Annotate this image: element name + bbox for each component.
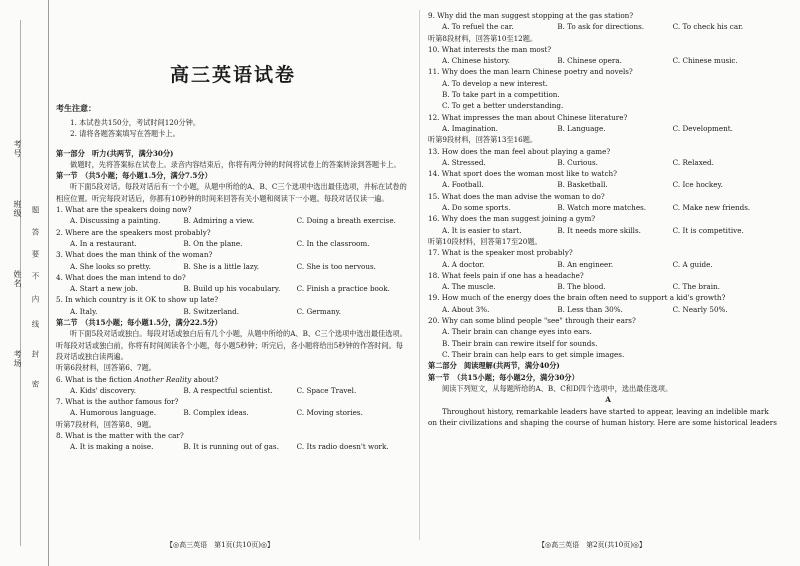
passage-letter: A bbox=[605, 395, 611, 405]
seal-mark: 线 bbox=[31, 320, 40, 328]
option-c[interactable]: C. Chinese music. bbox=[672, 56, 738, 66]
question-6-tail: about? bbox=[193, 374, 219, 384]
option-b[interactable]: B. Their brain can rewire itself for sounds. bbox=[442, 338, 598, 348]
question-15: 15. What does the man advise the woman to do? bbox=[428, 191, 605, 201]
option-a[interactable]: A. Chinese history. bbox=[442, 56, 510, 66]
option-b[interactable]: B. On the plane. bbox=[183, 238, 243, 248]
question-8: 8. What is the matter with the car? bbox=[56, 431, 184, 441]
seal-mark: 题 bbox=[31, 206, 40, 214]
question-2-options bbox=[56, 238, 410, 249]
option-a[interactable]: A. Do some sports. bbox=[442, 203, 511, 213]
page-title: 高三英语试卷 bbox=[169, 64, 296, 86]
option-a[interactable]: A. A doctor. bbox=[442, 259, 485, 269]
option-b[interactable]: B. Language. bbox=[557, 123, 606, 133]
option-a[interactable]: A. It is making a noise. bbox=[70, 442, 154, 452]
option-b[interactable]: B. It is running out of gas. bbox=[183, 442, 279, 452]
part1-intro: 做题时，先将答案标在试卷上。录音内容结束后，你将有两分钟的时间将试卷上的答案转涂到答题卡上。 bbox=[70, 159, 401, 169]
seal-mark: 内 bbox=[31, 295, 40, 303]
question-12: 12. What impresses the man about Chinese literature? bbox=[428, 112, 628, 122]
question-15-options bbox=[428, 202, 788, 213]
option-c[interactable]: C. Make new friends. bbox=[672, 203, 751, 213]
seal-mark: 不 bbox=[31, 272, 40, 280]
option-c[interactable]: C. She is too nervous. bbox=[296, 261, 376, 271]
option-c[interactable]: C. Moving stories. bbox=[296, 408, 363, 418]
question-13-options bbox=[428, 157, 788, 168]
question-1-options bbox=[56, 215, 410, 226]
question-19-options bbox=[428, 304, 788, 315]
option-a[interactable]: A. Imagination. bbox=[442, 123, 498, 133]
option-b[interactable]: B. Complex ideas. bbox=[183, 408, 249, 418]
option-b[interactable]: B. Build up his vocabulary. bbox=[183, 284, 281, 294]
option-b[interactable]: B. Less than 30%. bbox=[557, 304, 623, 314]
option-c[interactable]: C. Relaxed. bbox=[672, 157, 714, 167]
question-17: 17. What is the speaker most probably? bbox=[428, 248, 573, 258]
section1-heading: 第一节 （共5小题；每小题1.5分，满分7.5分） bbox=[56, 171, 212, 181]
seal-mark: 答 bbox=[31, 228, 40, 236]
seal-mark: 封 bbox=[31, 350, 40, 358]
section1-intro: 听下面5段对话。每段对话后有一个小题，从题中所给的A、B、C三个选项中选出最佳选项，并标在试卷的相应位置。听完每段对话后，你都有10秒钟的时间来回答有关小题和阅读下一小题。每段对话仅读一遍。 bbox=[56, 182, 407, 203]
option-c[interactable]: C. Doing a breath exercise. bbox=[296, 216, 396, 226]
question-6-text: 6. What is the fiction bbox=[56, 374, 132, 384]
material-9-note: 听第9段材料，回答第13至16题。 bbox=[428, 135, 538, 145]
option-a[interactable]: A. Start a new job. bbox=[70, 284, 138, 294]
option-a[interactable]: A. The muscle. bbox=[442, 282, 496, 292]
option-c[interactable]: C. To check his car. bbox=[672, 22, 744, 32]
option-a[interactable]: A. In a restaurant. bbox=[70, 238, 137, 248]
part2-section1-heading: 第一节 （共15小题；每小题2分，满分30分） bbox=[428, 372, 579, 382]
option-b[interactable]: B. Curious. bbox=[557, 157, 598, 167]
question-16: 16. Why does the man suggest joining a gym? bbox=[428, 214, 596, 224]
binding-label-room: 考场 bbox=[13, 350, 22, 368]
option-a[interactable]: A. Stressed. bbox=[442, 157, 486, 167]
option-a[interactable]: A. To refuel the car. bbox=[442, 22, 514, 32]
question-10-options bbox=[428, 55, 788, 66]
option-a[interactable]: A. Their brain can change eyes into ears. bbox=[442, 327, 592, 337]
question-12-options bbox=[428, 123, 788, 134]
question-6-options bbox=[56, 385, 410, 396]
question-8-options bbox=[56, 441, 410, 452]
option-a[interactable]: A. Italy. bbox=[70, 306, 98, 316]
seal-mark: 要 bbox=[31, 250, 40, 258]
option-a[interactable]: A. Football. bbox=[442, 180, 484, 190]
binding-label-class: 班级 bbox=[13, 200, 22, 218]
question-19: 19. How much of the energy does the brain often need to support a kid's growth? bbox=[428, 293, 726, 303]
question-18-options bbox=[428, 281, 788, 292]
question-2: 2. Where are the speakers most probably? bbox=[56, 227, 211, 237]
option-a[interactable]: A. Kids' discovery. bbox=[70, 385, 137, 395]
question-20: 20. Why can some blind people "see" through their ears? bbox=[428, 316, 636, 326]
option-a[interactable]: A. It is easier to start. bbox=[442, 225, 522, 235]
material-10-note: 听第10段材料，回答第17至20题。 bbox=[428, 236, 542, 246]
question-7: 7. What is the author famous for? bbox=[56, 397, 179, 407]
section2-intro: 听下面5段对话或独白。每段对话或独白后有几个小题，从题中所给的A、B、C三个选项中选出最佳选项。听每段对话或独白前，你将有时间阅读各个小题，每小题5秒钟；听完后，各小题将给出5秒钟的作答时间。每段对话或独白读两遍。 bbox=[56, 329, 407, 361]
option-c[interactable]: C. It is competitive. bbox=[672, 225, 744, 235]
material-8-note: 听第8段材料，回答第10至12题。 bbox=[428, 33, 538, 43]
part2-heading: 第二部分 阅读理解(共两节，满分40分) bbox=[428, 361, 560, 371]
question-9-options bbox=[428, 21, 788, 32]
question-18: 18. What feels pain if one has a headache? bbox=[428, 270, 584, 280]
question-3-options bbox=[56, 261, 410, 272]
binding-label-name: 姓名 bbox=[13, 270, 22, 288]
option-b[interactable]: B. She is a little lazy. bbox=[183, 261, 260, 271]
question-9: 9. Why did the man suggest stopping at the gas station? bbox=[428, 11, 634, 20]
page-footer: 【◎高三英语 第2页(共10页)◎】 bbox=[538, 541, 647, 549]
option-b[interactable]: B. Chinese opera. bbox=[557, 56, 622, 66]
notice-heading: 考生注意： bbox=[56, 103, 96, 113]
book-title: Another Reality bbox=[134, 374, 192, 384]
option-c[interactable]: C. Space Travel. bbox=[296, 385, 357, 395]
option-a[interactable]: A. She looks so pretty. bbox=[70, 261, 151, 271]
option-b[interactable]: B. An engineer. bbox=[557, 259, 614, 269]
question-4-options bbox=[56, 283, 410, 294]
option-c[interactable]: C. Its radio doesn't work. bbox=[296, 442, 389, 452]
question-3: 3. What does the man think of the woman? bbox=[56, 250, 213, 260]
option-b[interactable]: B. Watch more matches. bbox=[557, 203, 647, 213]
option-a[interactable]: A. To develop a new interest. bbox=[442, 78, 548, 88]
option-b[interactable]: B. Basketball. bbox=[557, 180, 608, 190]
page-1-column bbox=[56, 10, 410, 550]
option-b[interactable]: B. Switzerland. bbox=[183, 306, 240, 316]
section2-heading: 第二节 （共15小题；每小题1.5分，满分22.5分） bbox=[56, 318, 222, 328]
question-5: 5. In which country is it OK to show up late? bbox=[56, 295, 219, 305]
option-b[interactable]: B. The blood. bbox=[557, 282, 606, 292]
material-6-note: 听第6段材料，回答第6、7题。 bbox=[56, 363, 156, 373]
option-a[interactable]: A. Humorous language. bbox=[70, 408, 157, 418]
question-13: 13. How does the man feel about playing a game? bbox=[428, 146, 611, 156]
question-7-options bbox=[56, 407, 410, 418]
option-c[interactable]: C. To get a better understanding. bbox=[442, 101, 564, 111]
question-14: 14. What sport does the woman most like to watch? bbox=[428, 169, 617, 179]
question-16-options bbox=[428, 225, 788, 236]
option-b[interactable]: B. To take part in a competition. bbox=[442, 90, 560, 100]
option-a[interactable]: A. About 3%. bbox=[442, 304, 490, 314]
binding-margin bbox=[0, 0, 49, 566]
question-5-options bbox=[56, 306, 410, 317]
option-c[interactable]: C. In the classroom. bbox=[296, 238, 370, 248]
page-2-column bbox=[428, 10, 788, 550]
notice-item: 2. 请将各题答案填写在答题卡上。 bbox=[70, 129, 180, 139]
option-c[interactable]: C. Development. bbox=[672, 123, 733, 133]
seal-mark: 密 bbox=[31, 380, 40, 388]
passage-line: Throughout history, remarkable leaders have started to appear, leaving an indelible mark bbox=[442, 407, 769, 417]
option-c[interactable]: C. Finish a practice book. bbox=[296, 284, 390, 294]
passage-line: on their civilizations and shaping the course of human history. Here are some historical leaders bbox=[428, 418, 777, 428]
binding-label-exam-number: 考号 bbox=[13, 140, 22, 158]
option-c[interactable]: C. Their brain can help ears to get simple images. bbox=[442, 349, 625, 359]
question-14-options bbox=[428, 179, 788, 190]
question-1: 1. What are the speakers doing now? bbox=[56, 205, 192, 215]
option-c[interactable]: C. The brain. bbox=[672, 282, 720, 292]
option-b[interactable]: B. A respectful scientist. bbox=[183, 385, 273, 395]
option-b[interactable]: B. Admiring a view. bbox=[183, 216, 255, 226]
option-c[interactable]: C. Ice hockey. bbox=[672, 180, 723, 190]
question-17-options bbox=[428, 259, 788, 270]
part1-heading: 第一部分 听力(共两节，满分30分) bbox=[56, 148, 174, 158]
column-divider bbox=[419, 10, 420, 540]
page-footer: 【◎高三英语 第1页(共10页)◎】 bbox=[166, 541, 275, 549]
option-a[interactable]: A. Discussing a painting. bbox=[70, 216, 161, 226]
question-4: 4. What does the man intend to do? bbox=[56, 272, 186, 282]
option-c[interactable]: C. Nearly 50%. bbox=[672, 304, 728, 314]
option-b[interactable]: B. It needs more skills. bbox=[557, 225, 641, 235]
material-7-note: 听第7段材料，回答第8、9题。 bbox=[56, 419, 156, 429]
option-c[interactable]: C. Germany. bbox=[296, 306, 342, 316]
notice-item: 1. 本试卷共150分，考试时间120分钟。 bbox=[70, 118, 201, 127]
option-b[interactable]: B. To ask for directions. bbox=[557, 22, 645, 32]
part2-section1-intro: 阅读下列短文，从每题所给的A、B、C和D四个选项中，选出最佳选项。 bbox=[442, 383, 673, 393]
question-11: 11. Why does the man learn Chinese poetry and novels? bbox=[428, 67, 633, 77]
question-10: 10. What interests the man most? bbox=[428, 44, 552, 54]
option-c[interactable]: C. A guide. bbox=[672, 259, 713, 269]
question-6 bbox=[56, 374, 410, 385]
